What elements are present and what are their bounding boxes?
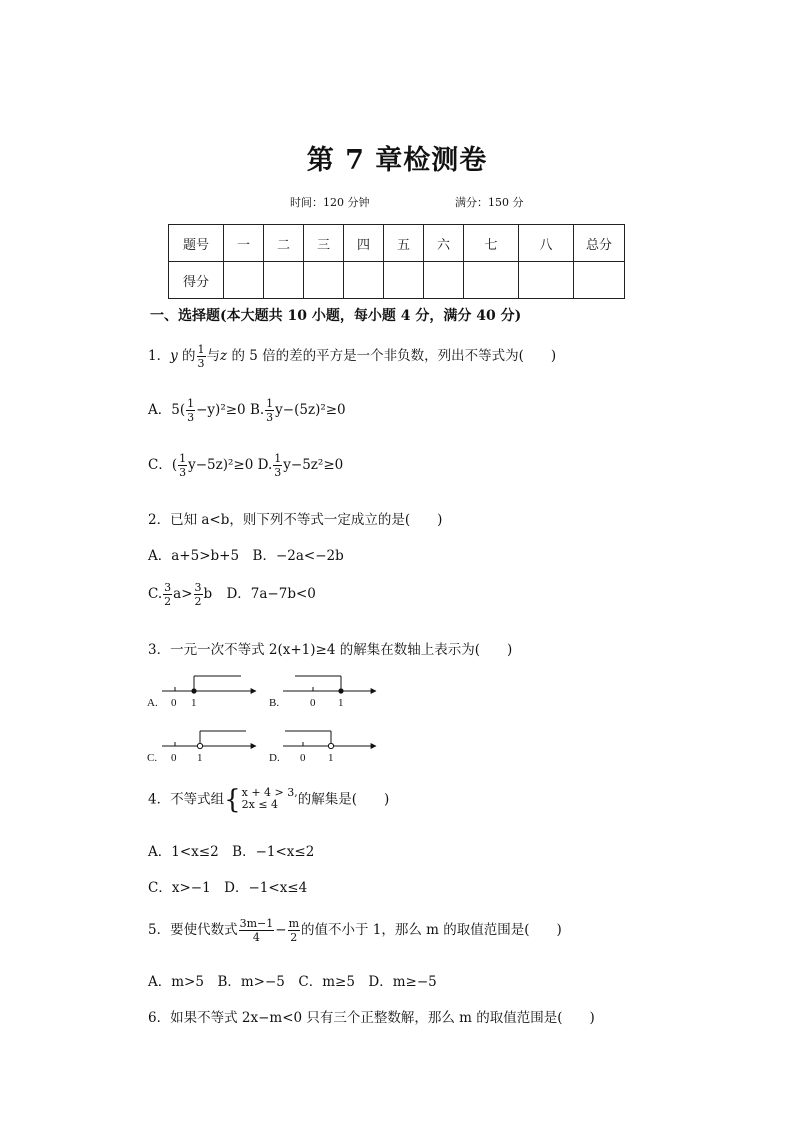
- q4-text: 4．不等式组: [148, 791, 225, 808]
- question-2-stem: 2．已知 a<b，则下列不等式一定成立的是( ): [148, 512, 443, 528]
- q1-option-b[interactable]: B.: [249, 402, 265, 418]
- q1-var-z: z: [220, 348, 228, 364]
- open-dot: [328, 743, 333, 748]
- q1-fraction: $\frac{1}{3}$: [266, 397, 274, 424]
- q1-option-b-text: y−(5z)²≥0: [275, 402, 346, 418]
- q1-fraction: $\frac{1}{3}$: [274, 452, 282, 479]
- score-header-cell: 八: [519, 225, 574, 262]
- score-header-cell: 一: [224, 225, 264, 262]
- exam-time: 时间：120 分钟: [290, 196, 370, 209]
- q2-fraction: $\frac{3}{2}$: [164, 581, 172, 608]
- open-dot: [197, 743, 202, 748]
- q1-text: 的: [177, 348, 196, 364]
- score-header-cell: 六: [424, 225, 464, 262]
- closed-dot: [338, 688, 343, 693]
- number-line-a[interactable]: [147, 676, 256, 709]
- q2-option-c-text: b: [203, 586, 213, 602]
- q2-option-c-text: a>: [173, 586, 193, 602]
- score-row-label: 得分: [169, 262, 224, 299]
- q5-fraction-1: $\frac{3m-1}{4}$: [239, 917, 274, 944]
- q1-fraction: $\frac{1}{3}$: [187, 397, 195, 424]
- number-line-d[interactable]: [269, 731, 376, 764]
- tick-label: 0: [310, 697, 316, 709]
- q2-option-c[interactable]: C.: [148, 586, 163, 602]
- q1-option-a[interactable]: A．5(: [148, 402, 186, 418]
- tick-label: 1: [328, 752, 334, 764]
- tick-label: 1: [338, 697, 344, 709]
- q5-text: 的值不小于 1，那么 m 的取值范围是( ): [301, 922, 562, 938]
- score-header-cell: 总分: [574, 225, 625, 262]
- option-label: A.: [147, 697, 158, 709]
- q5-fraction-2: $\frac{m}{2}$: [288, 917, 299, 944]
- closed-dot: [191, 688, 196, 693]
- question-4-options-cd[interactable]: C．x>−1 D．−1<x≤4: [148, 880, 308, 896]
- score-header-cell: 题号: [169, 225, 224, 262]
- full-score: 满分：150 分: [455, 196, 524, 209]
- question-3-stem: 3．一元一次不等式 2(x+1)≥4 的解集在数轴上表示为( ): [148, 642, 513, 658]
- q2-option-d[interactable]: D．7a−7b<0: [226, 586, 316, 602]
- tick-label: 1: [197, 752, 203, 764]
- q5-text: 5．要使代数式: [148, 922, 238, 938]
- q1-number: 1．: [148, 348, 171, 364]
- section-heading: 一、选择题(本大题共 10 小题，每小题 4 分，满分 40 分): [150, 308, 522, 324]
- q1-option-a-text: −y)²≥0: [196, 402, 246, 418]
- q1-text: 的 5 倍的差的平方是一个非负数，列出不等式为( ): [227, 348, 557, 364]
- q2-fraction: $\frac{3}{2}$: [194, 581, 202, 608]
- page-title: 第 7 章检测卷: [306, 145, 488, 176]
- q4-inequality-system: { x + 4 > 3, 2x ≤ 4: [224, 785, 298, 815]
- question-2-options-ab[interactable]: A．a+5>b+5 B．−2a<−2b: [148, 548, 344, 564]
- score-header-cell: 七: [464, 225, 519, 262]
- question-5-stem: [148, 918, 562, 943]
- tick-label: 1: [191, 697, 197, 709]
- option-label: B.: [269, 697, 280, 709]
- option-label: C.: [147, 752, 158, 764]
- q1-option-d[interactable]: D.: [257, 457, 273, 473]
- left-brace-icon: {: [224, 785, 241, 815]
- tick-label: 0: [300, 752, 306, 764]
- q1-option-c-text: y−5z)²≥0: [188, 457, 254, 473]
- q1-fraction: $\frac{1}{3}$: [179, 452, 187, 479]
- question-4-stem: [148, 787, 389, 813]
- q5-minus: −: [275, 922, 287, 938]
- tick-label: 0: [171, 697, 177, 709]
- tick-label: 0: [171, 752, 177, 764]
- q1-var-y: y: [170, 348, 178, 364]
- q1-option-c[interactable]: C．(: [148, 457, 178, 473]
- score-header-cell: 二: [264, 225, 304, 262]
- q1-text: 与: [206, 348, 221, 364]
- q1-fraction: $\frac{1}{3}$: [197, 343, 205, 370]
- q4-text: 的解集是( ): [297, 791, 390, 808]
- q1-option-d-text: y−5z²≥0: [283, 457, 344, 473]
- question-4-options-ab[interactable]: A．1<x≤2 B．−1<x≤2: [148, 844, 315, 860]
- score-header-cell: 三: [304, 225, 344, 262]
- number-line-b[interactable]: [269, 676, 376, 709]
- score-header-cell: 四: [344, 225, 384, 262]
- score-header-cell: 五: [384, 225, 424, 262]
- question-5-options[interactable]: A．m>5 B．m>−5 C．m≥5 D．m≥−5: [148, 974, 437, 990]
- number-line-c[interactable]: [147, 731, 256, 764]
- option-label: D.: [269, 752, 280, 764]
- question-6-stem: 6．如果不等式 2x−m<0 只有三个正整数解，那么 m 的取值范围是( ): [148, 1010, 595, 1026]
